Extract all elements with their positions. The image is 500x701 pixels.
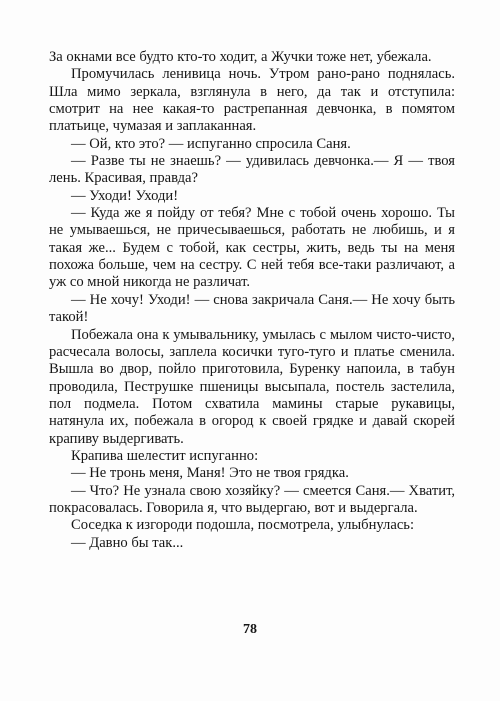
paragraph: — Что? Не узнала свою хозяйку? — смеется Саня.— Хватит, покрасовалась. Говорила я, что выдергаю, вот и выдергала.	[49, 482, 455, 516]
paragraph: — Давно бы так...	[71, 534, 184, 551]
paragraph: Побежала она к умывальнику, умылась с мылом чисто-чисто, расчесала волосы, заплела косички туго-туго и платье сменила. Вышла во двор, пойло приготовила, Буренку напоила, в табун проводила, Пеструшке пшеницы высыпала, постель застелила, пол подмела. Потом схватила мамины старые рукавицы, натянула их, побежала в огород к своей грядке и давай скорей крапиву выдергивать.	[49, 326, 455, 447]
paragraph: — Не хочу! Уходи! — снова закричала Саня.— Не хочу быть такой!	[49, 291, 455, 326]
page-number: 78	[243, 622, 257, 637]
paragraph: Промучилась ленивица ночь. Утром рано-рано поднялась. Шла мимо зеркала, взглянула в него, да так и отступила: смотрит на нее какая-то растрепанная девчонка, в помятом платьице, чумазая и заплаканная.	[49, 66, 455, 135]
paragraph: — Ой, кто это? — испуганно спросила Саня.	[71, 135, 351, 152]
paragraph: За окнами все будто кто-то ходит, а Жучки тоже нет, убежала.	[49, 49, 432, 65]
paragraph: — Не тронь меня, Маня! Это не твоя грядка.	[71, 465, 349, 482]
paragraph: Соседка к изгороди подошла, посмотрела, улыбнулась:	[71, 517, 415, 534]
paragraph: — Куда же я пойду от тебя? Мне с тобой очень хорошо. Ты не умываешься, не причесываешься, работать не любишь, и я такая же... Будем с тобой, как сестры, жить, ведь ты на меня похожа больше, чем на сестру. С ней тебя все-таки различают, а уж со мной никогда не различат.	[49, 205, 455, 291]
page-body-text	[49, 49, 455, 552]
paragraph: — Уходи! Уходи!	[71, 187, 179, 204]
paragraph: Крапива шелестит испуганно:	[71, 447, 259, 464]
paragraph: — Разве ты не знаешь? — удивилась девчонка.— Я — твоя лень. Красивая, правда?	[49, 153, 455, 187]
